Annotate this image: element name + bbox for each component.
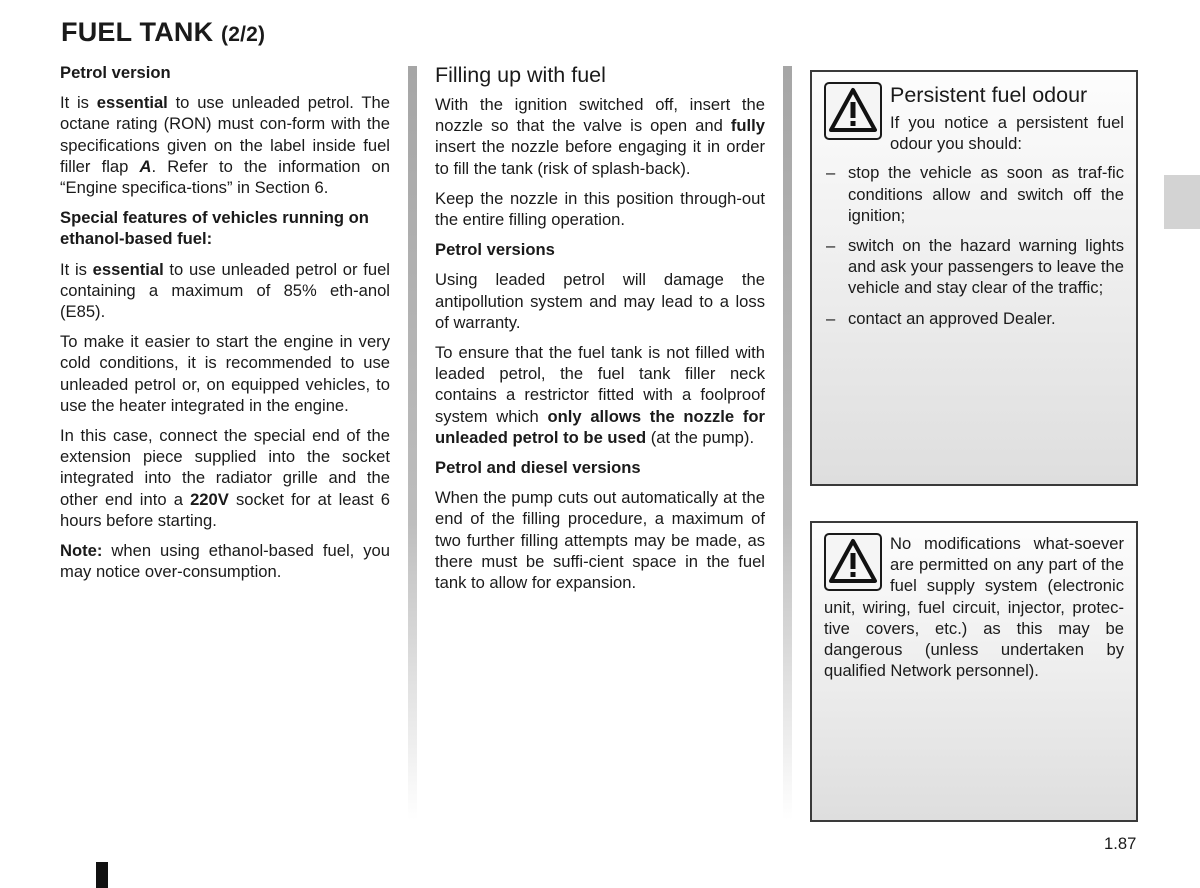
warning-list-item [824, 235, 1124, 299]
paragraph-insert-nozzle [435, 94, 765, 179]
text-run: Note: [60, 541, 103, 561]
text-run: to use unleaded petrol. The octane rating (RON) must con-form with the specifications given on the label inside fuel filler flap [60, 93, 390, 176]
warning-triangle-icon [824, 533, 882, 591]
warning-triangle-icon [824, 82, 882, 140]
paragraph-leaded-petrol [435, 269, 765, 333]
heading-ethanol-vehicles: Special features of vehicles running on ethanol-based fuel: [60, 208, 369, 249]
heading-petrol-versions: Petrol versions [435, 240, 555, 260]
warning-box-modifications [810, 521, 1138, 822]
paragraph-cold-start [60, 331, 390, 416]
text-run: With the ignition switched off, insert the nozzle so that the valve is open and [435, 95, 765, 136]
text-run: Using leaded petrol will damage the antipollution system and may lead to a loss of warranty. [435, 270, 765, 332]
page-number: 1.87 [1104, 834, 1137, 853]
page-title-part: (2/2) [221, 23, 266, 46]
text-run: It is [60, 93, 97, 113]
text-run: (at the pump). [646, 427, 755, 447]
paragraph-pump-cutout [435, 487, 765, 593]
text-run: to use unleaded petrol or fuel containing a maximum of 85% eth-anol (E85). [60, 259, 390, 322]
text-run: socket for at least 6 hours before starting. [60, 489, 391, 530]
paragraph-ethanol-fuel [60, 259, 390, 323]
text-run: insert the nozzle before engaging it in order to fill the tank (risk of splash-back). [435, 137, 765, 178]
warning-list-item-text: stop the vehicle as soon as traf-fic conditions allow and switch off the ignition; [848, 163, 1124, 225]
dash-bullet: – [826, 308, 836, 328]
heading-filling-up: Filling up with fuel [435, 63, 606, 87]
column-divider [783, 66, 792, 820]
text-run: fully [730, 116, 765, 136]
warning-instructions-list [824, 162, 1124, 328]
warning-list-item-text: switch on the hazard warning lights and ask your passengers to leave the vehicle and stay clear of the traffic; [848, 236, 1124, 298]
text-run: In this case, connect the special end of the extension piece supplied into the socket integrated into the radiator grille and the other end into a [60, 426, 390, 509]
text-run: To ensure that the fuel tank is not filled with leaded petrol, the fuel tank filler neck contains a restrictor fitted with a foolproof system which [435, 343, 765, 426]
text-run: . Refer to the information on “Engine specifica-tions” in Section 6. [60, 156, 390, 198]
text-run: A [139, 156, 152, 176]
warning-list-item [824, 162, 1124, 226]
page-edge-tab [1164, 175, 1200, 229]
text-run: When the pump cuts out automatically at the end of the filling procedure, a maximum of two further filling attempts may be made, as there must be suffi-cient space in the fuel tank to allow for expansion. [435, 488, 765, 593]
page-title [61, 17, 265, 48]
paragraph-restrictor [435, 342, 765, 448]
text-run: essential [96, 93, 168, 113]
middle-column [435, 62, 765, 602]
text-run: when using ethanol-based fuel, you may notice over-consumption. [60, 541, 390, 582]
text-run: It is [60, 259, 93, 279]
text-run: only allows the nozzle for unleaded petrol to be used [435, 406, 765, 447]
paragraph-heater-connection [60, 425, 390, 531]
text-run: essential [92, 259, 164, 279]
warning-box-fuel-odour [810, 70, 1138, 486]
heading-petrol-diesel-versions: Petrol and diesel versions [435, 458, 641, 478]
text-run: Keep the nozzle in this position through-out the entire filling operation. [435, 188, 765, 230]
left-column [60, 62, 390, 591]
page-title-main: FUEL TANK [61, 17, 214, 47]
column-divider [408, 66, 417, 820]
paragraph-keep-nozzle [435, 188, 765, 230]
paragraph-petrol-octane [60, 92, 390, 198]
text-run: To make it easier to start the engine in very cold conditions, it is recommended to use unleaded petrol or, on equipped vehicles, to use the heater integrated in the engine. [60, 332, 390, 415]
warning-list-item-text: contact an approved Dealer. [848, 308, 1056, 328]
text-run: 220V [190, 489, 229, 509]
warning-modifications-text: No modifications what-soever are permitted on any part of the fuel supply system (electronic unit, wiring, fuel circuit, injector, protec-tive covers, etc.) as this may be dangerous (unless undertaken by qualified Network personnel). [824, 534, 1124, 681]
warning-list-item [824, 308, 1124, 329]
paragraph-note-consumption [60, 540, 390, 582]
warning-title: Persistent fuel odour [890, 83, 1088, 107]
crop-mark [96, 862, 108, 888]
warning-intro: If you notice a persistent fuel odour you should: [890, 113, 1124, 154]
dash-bullet: – [826, 236, 836, 256]
dash-bullet: – [826, 163, 836, 183]
heading-petrol-version: Petrol version [60, 63, 171, 82]
